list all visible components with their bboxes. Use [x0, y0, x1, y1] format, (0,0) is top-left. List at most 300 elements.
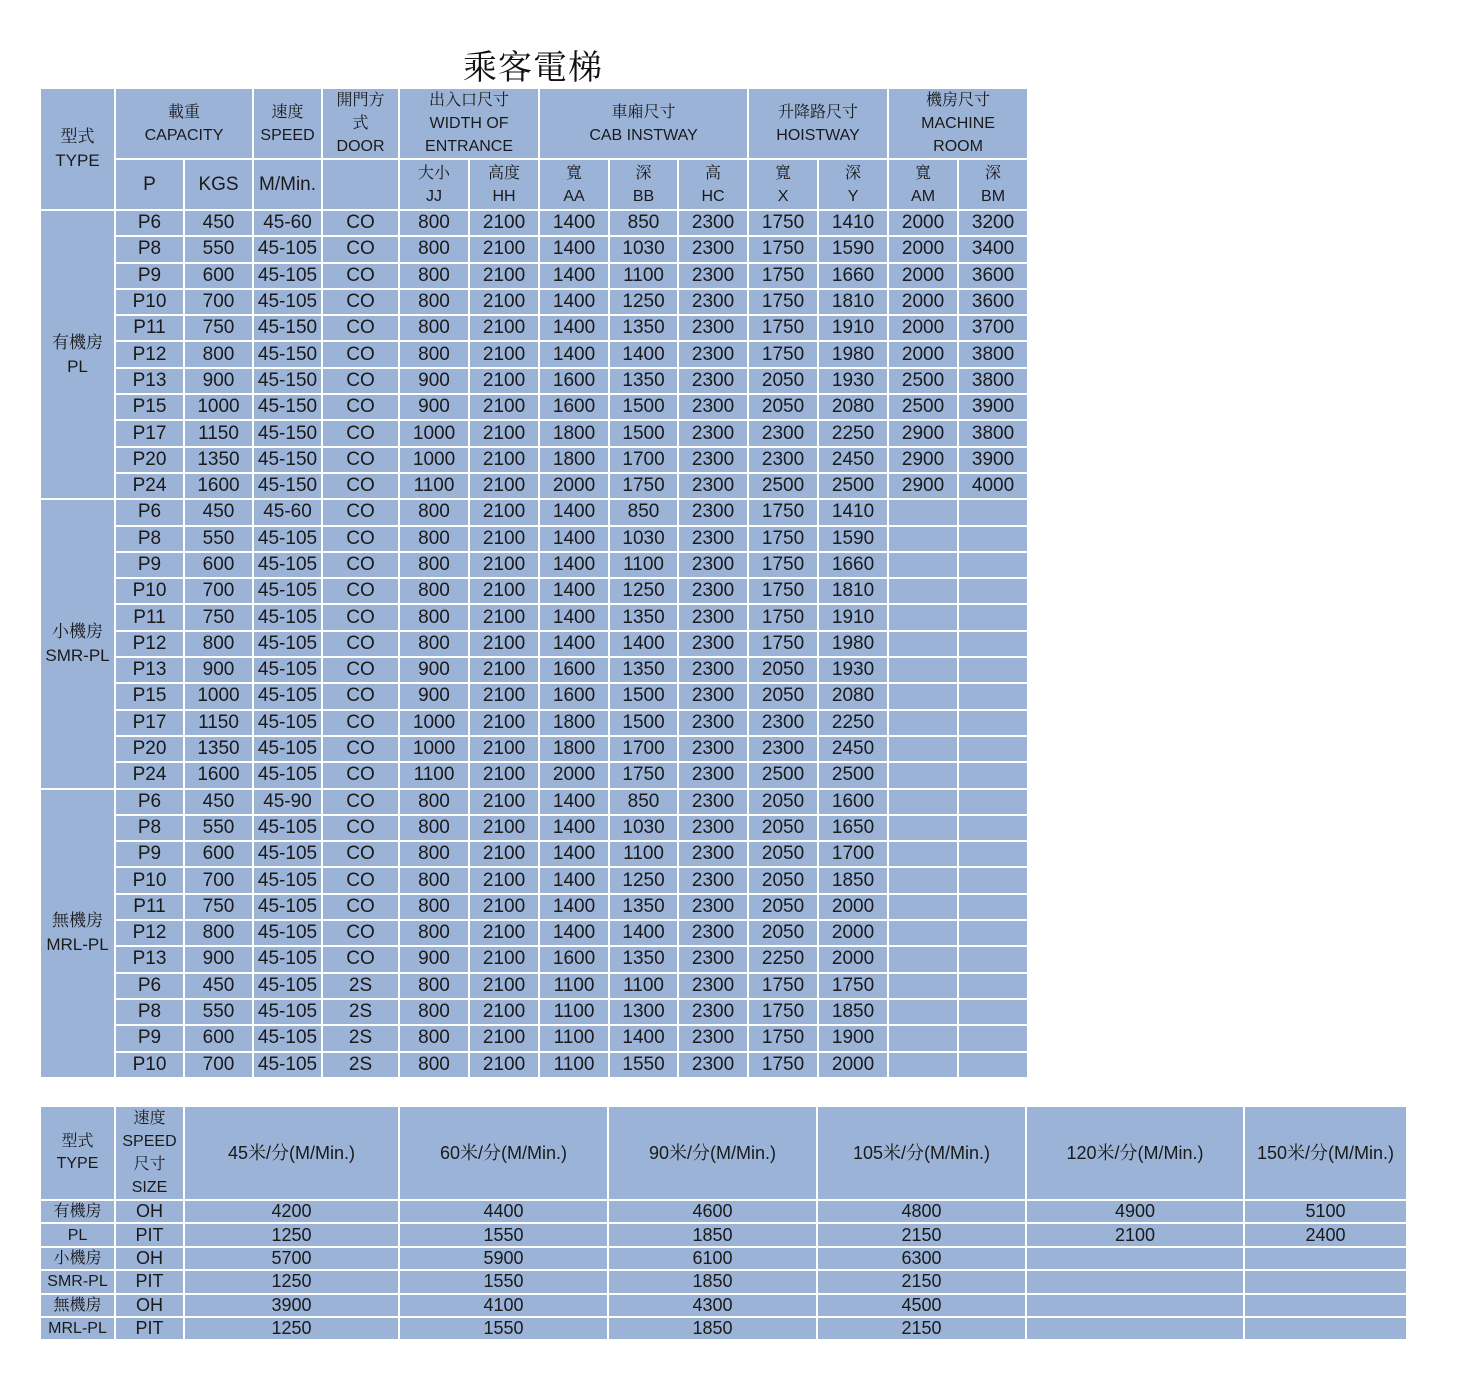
cell-machine-bm: [958, 499, 1028, 525]
cell-hoistway-x: 2050: [748, 841, 818, 867]
header-row-2: [40, 159, 1028, 210]
pit-value-cell: 4200: [184, 1200, 399, 1223]
cell-machine-am: 2000: [888, 236, 958, 262]
cell-cab-bb: 1500: [609, 420, 678, 446]
table-row: [40, 683, 1028, 709]
cell-machine-bm: [958, 762, 1028, 788]
cell-capacity-kgs: 750: [184, 315, 253, 341]
entrance-header-en2: ENTRANCE: [425, 138, 514, 155]
cell-cab-hc: 2300: [678, 789, 748, 815]
cell-model: P11: [115, 315, 184, 341]
cell-capacity-kgs: 450: [184, 499, 253, 525]
cell-hoistway-x: 2050: [748, 894, 818, 920]
cell-cab-hc: 2300: [678, 1025, 748, 1051]
cab-header-en: CAB INSTWAY: [589, 126, 698, 144]
table-row: [40, 894, 1028, 920]
cell-cab-bb: 1250: [609, 867, 678, 893]
cell-cab-aa: 1100: [539, 1052, 609, 1078]
cell-model: P9: [115, 841, 184, 867]
cell-machine-bm: [958, 657, 1028, 683]
cell-model: P13: [115, 946, 184, 972]
cell-door: 2S: [322, 1025, 399, 1051]
cell-machine-bm: [958, 526, 1028, 552]
table-row: [40, 289, 1028, 315]
cell-machine-am: [888, 973, 958, 999]
cell-capacity-kgs: 600: [184, 841, 253, 867]
cell-door: CO: [322, 473, 399, 499]
table-row: [40, 631, 1028, 657]
cell-cab-aa: 1800: [539, 710, 609, 736]
cell-entrance-jj: 800: [399, 894, 469, 920]
cell-cab-aa: 1600: [539, 683, 609, 709]
pit-size-key: PIT: [115, 1270, 184, 1293]
cell-cab-hc: 2300: [678, 631, 748, 657]
cell-capacity-kgs: 1350: [184, 736, 253, 762]
pit-type-label: SMR-PL: [40, 1270, 115, 1293]
cell-model: P10: [115, 578, 184, 604]
cell-capacity-kgs: 750: [184, 604, 253, 630]
cell-machine-am: [888, 578, 958, 604]
cell-hoistway-y: 1810: [818, 578, 888, 604]
sub-header-hc-en: HC: [701, 187, 725, 205]
cell-entrance-jj: 1100: [399, 762, 469, 788]
cell-speed: 45-150: [253, 315, 322, 341]
cell-hoistway-x: 2300: [748, 710, 818, 736]
machine-room-header-en2: ROOM: [933, 138, 983, 155]
cell-door: 2S: [322, 999, 399, 1025]
cell-hoistway-x: 2050: [748, 867, 818, 893]
cell-hoistway-x: 2300: [748, 420, 818, 446]
sub-header-y: [818, 159, 888, 210]
cell-speed: 45-150: [253, 420, 322, 446]
cell-cab-hc: 2300: [678, 736, 748, 762]
cell-model: P10: [115, 867, 184, 893]
cell-capacity-kgs: 1000: [184, 394, 253, 420]
cell-machine-bm: [958, 815, 1028, 841]
cell-speed: 45-105: [253, 526, 322, 552]
group-type-en: SMR-PL: [45, 645, 110, 665]
cell-cab-bb: 1100: [609, 263, 678, 289]
group-type-zh: 小機房: [52, 621, 103, 641]
cell-cab-bb: 1350: [609, 315, 678, 341]
cell-entrance-jj: 800: [399, 499, 469, 525]
cell-model: P13: [115, 657, 184, 683]
cell-machine-am: 2000: [888, 315, 958, 341]
cell-entrance-jj: 800: [399, 815, 469, 841]
cell-capacity-kgs: 750: [184, 894, 253, 920]
cell-model: P10: [115, 1052, 184, 1078]
cell-cab-aa: 1400: [539, 867, 609, 893]
cell-hoistway-y: 1930: [818, 368, 888, 394]
sub-header-bb-zh: 深: [635, 164, 652, 182]
cell-machine-bm: [958, 841, 1028, 867]
cell-entrance-hh: 2100: [469, 315, 539, 341]
cell-machine-am: [888, 604, 958, 630]
cell-entrance-hh: 2100: [469, 341, 539, 367]
cell-capacity-kgs: 1150: [184, 710, 253, 736]
pit-speed-col-header: 105米/分(M/Min.): [817, 1106, 1026, 1200]
cell-machine-bm: [958, 1052, 1028, 1078]
cell-entrance-hh: 2100: [469, 210, 539, 236]
group-type-cell: [40, 210, 115, 499]
pit-value-cell: 4300: [608, 1294, 817, 1317]
cab-header-zh: 車廂尺寸: [611, 103, 676, 121]
pit-value-cell: 5100: [1244, 1200, 1407, 1223]
cell-hoistway-x: 2250: [748, 946, 818, 972]
cell-cab-bb: 1030: [609, 815, 678, 841]
cell-machine-bm: 3900: [958, 447, 1028, 473]
cell-entrance-jj: 800: [399, 236, 469, 262]
speed-header-en: SPEED: [260, 126, 315, 144]
cell-speed: 45-105: [253, 578, 322, 604]
cell-model: P9: [115, 552, 184, 578]
cell-hoistway-y: 1980: [818, 631, 888, 657]
cell-door: CO: [322, 394, 399, 420]
cell-cab-bb: 1500: [609, 683, 678, 709]
cell-hoistway-y: 2450: [818, 736, 888, 762]
cell-machine-bm: [958, 736, 1028, 762]
cell-capacity-kgs: 900: [184, 368, 253, 394]
cell-entrance-hh: 2100: [469, 710, 539, 736]
cell-capacity-kgs: 450: [184, 789, 253, 815]
pit-row: [40, 1317, 1407, 1340]
cell-hoistway-y: 1700: [818, 841, 888, 867]
pit-value-cell: [1026, 1247, 1244, 1270]
sub-header-hh-en: HH: [492, 187, 516, 205]
cell-hoistway-x: 1750: [748, 973, 818, 999]
cell-entrance-jj: 800: [399, 315, 469, 341]
cell-capacity-kgs: 1600: [184, 762, 253, 788]
cell-cab-aa: 1400: [539, 815, 609, 841]
table-row: [40, 341, 1028, 367]
cell-hoistway-y: 2450: [818, 447, 888, 473]
cell-cab-aa: 1400: [539, 578, 609, 604]
cell-cab-bb: 1100: [609, 552, 678, 578]
cell-machine-am: [888, 867, 958, 893]
pit-overhead-table: [39, 1105, 1408, 1341]
cell-machine-am: [888, 815, 958, 841]
cell-machine-am: [888, 631, 958, 657]
cell-entrance-hh: 2100: [469, 973, 539, 999]
pit-value-cell: 1250: [184, 1223, 399, 1246]
table-row: [40, 841, 1028, 867]
cell-entrance-jj: 800: [399, 263, 469, 289]
pit-value-cell: 4400: [399, 1200, 608, 1223]
cell-cab-bb: 850: [609, 789, 678, 815]
cell-door: CO: [322, 789, 399, 815]
group-type-zh: 有機房: [52, 332, 103, 352]
pit-value-cell: [1244, 1270, 1407, 1293]
type-header: [40, 88, 115, 210]
table-row: [40, 447, 1028, 473]
sub-header-x-zh: 寬: [775, 164, 792, 182]
table-row: [40, 236, 1028, 262]
cell-machine-bm: 3800: [958, 341, 1028, 367]
pit-value-cell: [1026, 1294, 1244, 1317]
cell-speed: 45-150: [253, 473, 322, 499]
cell-cab-aa: 1400: [539, 210, 609, 236]
cell-door: CO: [322, 683, 399, 709]
cell-entrance-hh: 2100: [469, 683, 539, 709]
cell-cab-hc: 2300: [678, 920, 748, 946]
cell-model: P20: [115, 736, 184, 762]
pit-value-cell: 3900: [184, 1294, 399, 1317]
cell-capacity-kgs: 700: [184, 578, 253, 604]
cell-hoistway-y: 2000: [818, 920, 888, 946]
cell-entrance-hh: 2100: [469, 894, 539, 920]
cell-entrance-hh: 2100: [469, 657, 539, 683]
cell-speed: 45-150: [253, 394, 322, 420]
table-row: [40, 210, 1028, 236]
cell-entrance-jj: 900: [399, 683, 469, 709]
pit-speed-header-en: SPEED: [122, 1133, 177, 1150]
cell-machine-am: [888, 762, 958, 788]
pit-row: [40, 1223, 1407, 1246]
cell-hoistway-x: 1750: [748, 526, 818, 552]
cell-hoistway-y: 1410: [818, 210, 888, 236]
cell-door: CO: [322, 867, 399, 893]
cell-hoistway-x: 2050: [748, 657, 818, 683]
cell-hoistway-x: 1750: [748, 552, 818, 578]
pit-type-label: 有機房: [40, 1200, 115, 1223]
pit-type-label: 小機房: [40, 1247, 115, 1270]
pit-size-key: PIT: [115, 1317, 184, 1340]
cell-hoistway-y: 1600: [818, 789, 888, 815]
sub-header-y-en: Y: [847, 187, 859, 205]
cell-hoistway-y: 2000: [818, 1052, 888, 1078]
cell-speed: 45-105: [253, 736, 322, 762]
pit-row: [40, 1294, 1407, 1317]
cell-cab-hc: 2300: [678, 315, 748, 341]
specification-table: [39, 87, 1029, 1079]
cell-entrance-hh: 2100: [469, 526, 539, 552]
table-row: [40, 473, 1028, 499]
cell-machine-bm: 3600: [958, 289, 1028, 315]
cell-entrance-jj: 900: [399, 657, 469, 683]
cell-entrance-hh: 2100: [469, 736, 539, 762]
cell-hoistway-y: 1410: [818, 499, 888, 525]
pit-value-cell: 1550: [399, 1317, 608, 1340]
pit-value-cell: 1550: [399, 1270, 608, 1293]
cell-hoistway-x: 1750: [748, 578, 818, 604]
cell-entrance-hh: 2100: [469, 1052, 539, 1078]
pit-value-cell: 4800: [817, 1200, 1026, 1223]
cell-cab-bb: 1500: [609, 710, 678, 736]
cell-capacity-kgs: 550: [184, 236, 253, 262]
cell-entrance-jj: 800: [399, 920, 469, 946]
cell-capacity-kgs: 550: [184, 526, 253, 552]
type-header-zh: 型式: [60, 127, 95, 146]
cell-model: P15: [115, 394, 184, 420]
pit-speed-header-zh: 速度: [133, 1110, 166, 1127]
cell-entrance-jj: 800: [399, 552, 469, 578]
cell-speed: 45-105: [253, 604, 322, 630]
pit-value-cell: 2100: [1026, 1223, 1244, 1246]
cell-speed: 45-105: [253, 289, 322, 315]
cell-machine-am: [888, 526, 958, 552]
cell-capacity-kgs: 1350: [184, 447, 253, 473]
cell-capacity-kgs: 900: [184, 657, 253, 683]
cell-speed: 45-105: [253, 973, 322, 999]
cell-cab-aa: 1100: [539, 973, 609, 999]
sub-header-x: [748, 159, 818, 210]
sub-header-x-en: X: [777, 187, 789, 205]
cell-entrance-jj: 800: [399, 526, 469, 552]
table-row: [40, 762, 1028, 788]
capacity-header: [115, 88, 253, 159]
cell-entrance-hh: 2100: [469, 920, 539, 946]
pit-value-cell: 6100: [608, 1247, 817, 1270]
cell-machine-bm: [958, 631, 1028, 657]
sub-header-bb: [609, 159, 678, 210]
cell-capacity-kgs: 550: [184, 815, 253, 841]
cell-machine-bm: 4000: [958, 473, 1028, 499]
entrance-header-zh: 出入口尺寸: [429, 92, 510, 109]
pit-value-cell: 2150: [817, 1223, 1026, 1246]
cell-cab-hc: 2300: [678, 447, 748, 473]
cell-entrance-jj: 800: [399, 631, 469, 657]
cell-door: CO: [322, 210, 399, 236]
cell-speed: 45-105: [253, 1052, 322, 1078]
group-type-cell: [40, 789, 115, 1078]
speed-header: [253, 88, 322, 159]
pit-value-cell: [1026, 1317, 1244, 1340]
cell-hoistway-y: 2000: [818, 946, 888, 972]
cell-machine-am: [888, 999, 958, 1025]
pit-value-cell: [1244, 1294, 1407, 1317]
cell-entrance-jj: 800: [399, 578, 469, 604]
cell-entrance-hh: 2100: [469, 447, 539, 473]
cell-cab-aa: 1800: [539, 447, 609, 473]
cell-machine-am: [888, 894, 958, 920]
cell-entrance-hh: 2100: [469, 867, 539, 893]
sub-header-y-zh: 深: [845, 164, 862, 182]
cell-door: CO: [322, 263, 399, 289]
table-row: [40, 999, 1028, 1025]
cell-machine-am: 2500: [888, 368, 958, 394]
cell-cab-hc: 2300: [678, 368, 748, 394]
cell-hoistway-y: 1910: [818, 604, 888, 630]
cell-machine-am: 2900: [888, 420, 958, 446]
cell-entrance-jj: 1100: [399, 473, 469, 499]
cell-door: CO: [322, 946, 399, 972]
cell-model: P6: [115, 210, 184, 236]
cell-entrance-jj: 900: [399, 368, 469, 394]
cell-cab-bb: 1350: [609, 368, 678, 394]
table-row: [40, 315, 1028, 341]
cell-model: P8: [115, 236, 184, 262]
cell-cab-hc: 2300: [678, 815, 748, 841]
cell-cab-bb: 1350: [609, 946, 678, 972]
sub-header-am-en: AM: [911, 187, 936, 205]
cell-cab-bb: 1250: [609, 578, 678, 604]
cell-entrance-hh: 2100: [469, 236, 539, 262]
cell-cab-hc: 2300: [678, 762, 748, 788]
cell-speed: 45-105: [253, 946, 322, 972]
pit-speed-col-header: 60米/分(M/Min.): [399, 1106, 608, 1200]
pit-value-cell: 1250: [184, 1317, 399, 1340]
cell-machine-bm: [958, 973, 1028, 999]
sub-header-door-empty: [322, 159, 399, 210]
cell-machine-bm: 3700: [958, 315, 1028, 341]
pit-value-cell: 4500: [817, 1294, 1026, 1317]
cell-hoistway-y: 1810: [818, 289, 888, 315]
cell-cab-hc: 2300: [678, 973, 748, 999]
cell-cab-bb: 1700: [609, 736, 678, 762]
cell-entrance-hh: 2100: [469, 394, 539, 420]
cell-hoistway-x: 1750: [748, 1025, 818, 1051]
pit-value-cell: 2150: [817, 1270, 1026, 1293]
cell-cab-aa: 1100: [539, 999, 609, 1025]
cell-cab-hc: 2300: [678, 946, 748, 972]
cell-hoistway-x: 1750: [748, 236, 818, 262]
group-type-en: PL: [67, 356, 88, 376]
cell-hoistway-y: 2080: [818, 394, 888, 420]
cell-cab-hc: 2300: [678, 263, 748, 289]
cell-cab-hc: 2300: [678, 394, 748, 420]
cell-machine-bm: [958, 946, 1028, 972]
table-row: [40, 499, 1028, 525]
cell-entrance-jj: 800: [399, 210, 469, 236]
cell-capacity-kgs: 800: [184, 631, 253, 657]
cell-capacity-kgs: 1600: [184, 473, 253, 499]
group-type-en: MRL-PL: [46, 935, 109, 955]
pit-value-cell: 5900: [399, 1247, 608, 1270]
cell-hoistway-x: 2050: [748, 920, 818, 946]
cell-model: P8: [115, 815, 184, 841]
capacity-header-en: CAPACITY: [144, 126, 224, 144]
cell-hoistway-x: 2050: [748, 394, 818, 420]
cell-entrance-jj: 1000: [399, 420, 469, 446]
cell-hoistway-x: 1750: [748, 315, 818, 341]
cell-capacity-kgs: 700: [184, 1052, 253, 1078]
cell-cab-aa: 1400: [539, 236, 609, 262]
group-type-zh: 無機房: [52, 911, 103, 931]
table-row: [40, 946, 1028, 972]
cell-hoistway-y: 1590: [818, 526, 888, 552]
cell-door: CO: [322, 920, 399, 946]
cell-machine-am: 2900: [888, 447, 958, 473]
cab-header: [539, 88, 748, 159]
pit-speed-col-header: 150米/分(M/Min.): [1244, 1106, 1407, 1200]
cell-cab-bb: 1350: [609, 894, 678, 920]
cell-entrance-jj: 1000: [399, 447, 469, 473]
cell-machine-bm: [958, 1025, 1028, 1051]
sub-header-kgs: KGS: [184, 159, 253, 210]
cell-hoistway-x: 1750: [748, 289, 818, 315]
cell-machine-am: [888, 946, 958, 972]
cell-door: CO: [322, 315, 399, 341]
cell-entrance-jj: 800: [399, 789, 469, 815]
cell-capacity-kgs: 1150: [184, 420, 253, 446]
speed-header-zh: 速度: [271, 103, 304, 121]
hoistway-header-zh: 升降路尺寸: [778, 103, 859, 121]
cell-hoistway-x: 2300: [748, 736, 818, 762]
cell-cab-bb: 1100: [609, 973, 678, 999]
cell-hoistway-y: 1660: [818, 263, 888, 289]
cell-door: CO: [322, 631, 399, 657]
cell-hoistway-x: 1750: [748, 999, 818, 1025]
sub-header-aa-zh: 寬: [566, 164, 583, 182]
cell-entrance-jj: 800: [399, 841, 469, 867]
header-row-1: [40, 88, 1028, 159]
cell-door: CO: [322, 894, 399, 920]
cell-speed: 45-150: [253, 368, 322, 394]
cell-model: P6: [115, 973, 184, 999]
pit-value-cell: 1250: [184, 1270, 399, 1293]
cell-capacity-kgs: 700: [184, 867, 253, 893]
table-row: [40, 263, 1028, 289]
